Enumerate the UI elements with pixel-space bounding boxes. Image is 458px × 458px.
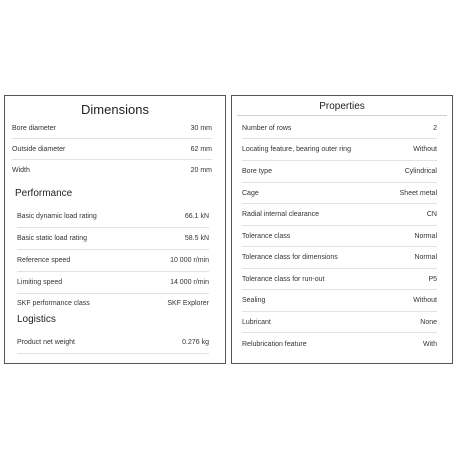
spec-row	[17, 294, 209, 312]
spec-row	[242, 118, 437, 139]
spec-label: Width	[12, 167, 30, 174]
performance-title: Performance	[15, 188, 73, 199]
spec-value: 0.276 kg	[182, 339, 209, 346]
spec-label: Bore type	[242, 168, 272, 175]
spec-label: Tolerance class for run-out	[242, 275, 325, 283]
spec-label: SKF performance class	[17, 299, 90, 307]
spec-row	[242, 183, 437, 204]
spec-value: Normal	[414, 254, 437, 261]
spec-label: Locating feature, bearing outer ring	[242, 146, 351, 153]
spec-row	[242, 247, 437, 269]
spec-row	[17, 250, 209, 272]
spec-row	[242, 269, 437, 290]
spec-row	[242, 333, 437, 355]
spec-row	[242, 226, 437, 247]
spec-label: Sealing	[242, 297, 266, 304]
spec-value: P5	[428, 275, 437, 283]
logistics-title: Logistics	[17, 314, 56, 325]
spec-label: Basic static load rating	[17, 235, 88, 242]
spec-value: Without	[413, 297, 437, 304]
dimensions-title: Dimensions	[81, 102, 149, 117]
spec-row	[242, 312, 437, 333]
spec-value: CN	[426, 211, 437, 218]
spec-label: Product net weight	[17, 339, 75, 346]
properties-panel	[231, 95, 453, 364]
spec-row	[12, 139, 212, 160]
spec-row	[17, 206, 209, 228]
spec-label: Lubricant	[242, 318, 271, 326]
spec-value: Cylindrical	[404, 168, 437, 175]
spec-label: Tolerance class for dimensions	[242, 254, 338, 261]
title-divider	[237, 115, 447, 116]
spec-value: 66.1 kN	[184, 213, 209, 220]
spec-label: Limiting speed	[17, 279, 63, 286]
spec-row	[17, 332, 209, 354]
spec-label: Cage	[242, 189, 259, 197]
spec-row	[17, 228, 209, 250]
spec-label: Outside diameter	[12, 145, 66, 153]
spec-value: 10 000 r/min	[170, 257, 209, 264]
spec-value: 20 mm	[190, 167, 212, 174]
spec-label: Radial internal clearance	[242, 211, 320, 218]
spec-value: None	[420, 318, 437, 326]
spec-value: Normal	[414, 232, 437, 240]
spec-row	[17, 272, 209, 294]
spec-row	[12, 160, 212, 181]
spec-row	[242, 139, 437, 161]
spec-label: Basic dynamic load rating	[17, 213, 97, 220]
spec-label: Reference speed	[17, 257, 71, 264]
dimensions-panel	[4, 95, 226, 364]
spec-row	[242, 161, 437, 183]
spec-label: Bore diameter	[12, 124, 56, 132]
spec-value: 62 mm	[190, 145, 212, 153]
spec-value: 58.5 kN	[184, 235, 209, 242]
spec-value: Without	[413, 146, 437, 153]
spec-value: With	[423, 340, 437, 348]
spec-value: Sheet metal	[399, 189, 437, 197]
spec-value: SKF Explorer	[167, 299, 209, 307]
properties-title: Properties	[319, 101, 365, 112]
spec-value: 2	[433, 124, 437, 132]
spec-row	[12, 118, 212, 139]
spec-value: 30 mm	[190, 124, 212, 132]
spec-value: 14 000 r/min	[170, 279, 209, 286]
spec-row	[242, 290, 437, 312]
spec-label: Number of rows	[242, 124, 292, 132]
spec-row	[242, 204, 437, 226]
spec-label: Relubrication feature	[242, 340, 307, 348]
spec-label: Tolerance class	[242, 232, 291, 240]
